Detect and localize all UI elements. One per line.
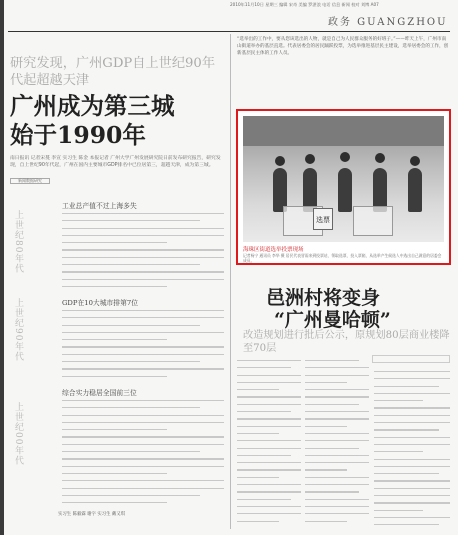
photo-highlight-box[interactable]: [236, 109, 451, 265]
column-divider: [230, 34, 231, 529]
photo-person-head: [410, 156, 420, 166]
left-subheading-1: 工业总产值不过上海多失: [62, 202, 137, 210]
side-label-1990s: 上世纪90年代: [13, 298, 23, 362]
photo-caption: 记者杨宁 通讯员 李华 摄 居民代表冒雨来到投票站，领取选票，投入票箱，从选举产生候选人中选出自己满意的居委会成员。: [243, 253, 442, 263]
photo-person: [338, 168, 352, 212]
photo-caption-title: 海珠区街道选举投票现场: [243, 247, 304, 253]
photo-person-head: [375, 153, 385, 163]
left-byline-box: 新闻数据研究: [10, 178, 50, 184]
right-headline-line-2: “广州曼哈顿”: [274, 309, 391, 331]
left-body-1: [62, 210, 224, 294]
left-body-3: [62, 397, 224, 507]
section-header: 政务 GUANGZHOU: [328, 17, 448, 28]
left-headline-line-1: 广州成为第三城: [10, 92, 175, 120]
page-gutter: [0, 0, 4, 535]
photo-person: [408, 168, 422, 212]
left-subheading-3: 综合实力稳居全国前三位: [62, 389, 137, 397]
left-headline: [10, 92, 226, 150]
ballot-box-label: 选票: [313, 208, 333, 230]
left-subheading-2: GDP在10大城市排第7位: [62, 299, 139, 307]
left-pre-headline: 研究发现，广州GDP自上世纪90年代起超越天津: [10, 56, 216, 88]
left-body-2: [62, 307, 224, 383]
left-summary: 南日报讯 记者宋蔓 李宣 实习生 陈金 本报记者 广州大学广州发展研究院日前发布研究报告，研究发现，自上世纪90年代起，广州在国内主要城市GDP排名中已位居第三，超越天津，成为第三城。: [10, 156, 221, 168]
right-body-col-1: [237, 357, 301, 529]
right-headline-line-1: 邑洲村将变身: [266, 287, 381, 309]
side-label-2000s: 上世纪00年代: [13, 402, 23, 466]
side-label-1980s: 上世纪80年代: [13, 210, 23, 274]
related-box: [372, 355, 450, 363]
ballot-box: [353, 206, 393, 236]
right-body-col-3: [374, 368, 450, 529]
photo-person-head: [340, 152, 350, 162]
photo-person-head: [275, 156, 285, 166]
right-sub-headline: 改造规划进行批后公示，原规划80层商业楼降至70层: [243, 330, 450, 354]
page-topline: 2010年11月10日 星期三 编辑 宋奇 美编 罗湛浪 电话 信息 新闻 校对 刘博 A07: [230, 2, 379, 7]
photo-background-wall: [243, 116, 444, 146]
left-author: 实习生 陈毅霖 谢字 实习生 戴又琪: [58, 512, 126, 517]
header-rule: [8, 31, 450, 32]
left-headline-line-2: 始于1990年: [10, 121, 146, 149]
photo-person-head: [305, 154, 315, 164]
right-body-col-2: [305, 357, 369, 529]
right-lead-paragraph: “选举出的工作中，要从您该选出的人物，就是自己为人民群众服务的好班子。”——昨天上午，广州市南山街道举办的基层直选。代表居委会的居民踊跃投票，为选举推进基层民主建设，选举居委会的工作，创新基层民主体的工作人员。: [237, 37, 449, 56]
voting-photo: [243, 116, 444, 242]
